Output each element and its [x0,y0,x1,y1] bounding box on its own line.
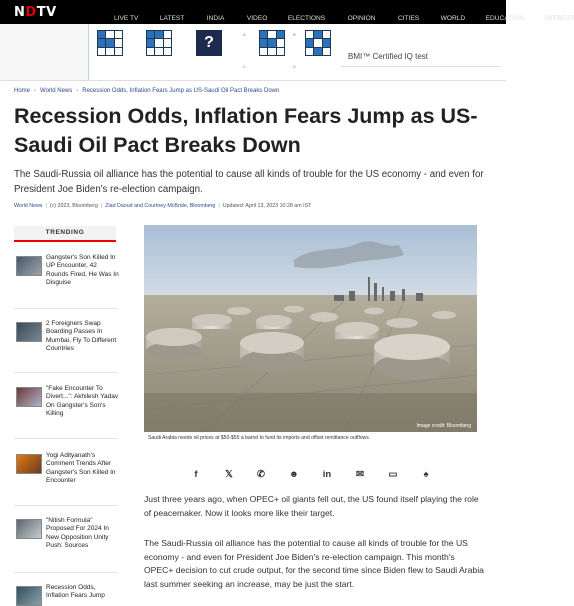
nav-latest[interactable]: LATEST [159,15,185,22]
trending-item-title[interactable]: 2 Foreigners Swap Boarding Passes In Mumbai, Fly To Different Countries [46,320,117,352]
question-mark-icon: ? [196,30,222,56]
ad-puzzle-tile [305,30,331,56]
article-hero-image [144,225,477,432]
nav-offbeat[interactable]: OFFBEAT [544,15,574,22]
breadcrumb-section[interactable]: World News [40,88,73,94]
trending-heading: TRENDING [14,226,116,242]
facebook-icon[interactable]: f [194,469,198,480]
nav-india[interactable]: INDIA [206,15,225,22]
divider [14,438,118,439]
whatsapp-icon[interactable]: ✆ [257,469,265,480]
nav-education[interactable]: EDUCATION [485,15,524,22]
trending-item-title[interactable]: "Nitish Formula" Proposed For 2024 In New Opposition Unity Push: Sources [46,517,109,549]
article-paragraph: The Saudi-Russia oil alliance has the potential to cause all kinds of trouble for the US economy - and even for President Joe Biden's re-election campaign. This month's OPEC+ decision to cut crude output, for the second time since Biden flew to Saudi Arabia last summer seeking an increase, may be just the start. [144,538,484,589]
ad-puzzle-tile [97,30,123,56]
breadcrumb-current[interactable]: Recession Odds, Inflation Fears Jump as US-Saudi Oil Pact Breaks Down [82,88,280,94]
ad-divider [341,66,501,67]
reddit-icon[interactable]: ☻ [289,469,299,480]
trending-item-title[interactable]: Gangster's Son Killed In UP Encounter, 42 Rounds Fired, He Was In Disguise [46,254,119,286]
trending-thumbnail[interactable] [16,256,42,276]
nav-video[interactable]: VIDEO [246,15,268,22]
nav-cities[interactable]: CITIES [397,15,420,22]
linkedin-icon[interactable]: in [322,469,332,480]
ad-text[interactable]: BMI™ Certified IQ test [348,52,429,61]
ad-tile-letter: A [243,32,246,37]
oil-storage-tanks-image [144,225,477,432]
ad-tile-letter: B [293,32,296,37]
ad-puzzle-tile [259,30,285,56]
article-lede: The Saudi-Russia oil alliance has the potential to cause all kinds of trouble for the US economy - and even for President Joe Biden's re-election campaign. [14,169,484,195]
divider [14,308,118,309]
divider [14,505,118,506]
ad-banner[interactable] [0,24,506,81]
meta-authors-link[interactable]: Ziad Daoud and Courtney McBride, Bloomberg [105,203,216,209]
trending-thumbnail[interactable] [16,322,42,342]
divider [14,372,118,373]
image-caption: Saudi Arabia needs oil prices at $50-$55 a barrel to fund its imports and offset remittance outflows. [148,435,371,441]
trending-thumbnail[interactable] [16,519,42,539]
divider [14,572,118,573]
trending-thumbnail[interactable] [16,387,42,407]
trending-item-title[interactable]: Yogi Adityanath's Comment Trends After Gangster's Son Killed In Encounter [46,452,116,484]
main-nav [114,7,574,25]
breadcrumb: Home › World News › Recession Odds, Inflation Fears Jump as US-Saudi Oil Pact Breaks Down [14,88,280,94]
nav-live-tv[interactable]: LIVE TV [114,15,139,22]
nav-elections[interactable]: ELECTIONS [287,15,326,22]
top-navbar [0,0,574,24]
koo-icon[interactable]: ♠ [423,469,429,480]
ad-question-tile [196,30,222,56]
email-icon[interactable]: ✉ [356,469,364,480]
ndtv-logo[interactable]: NDTV [14,5,57,20]
trending-thumbnail[interactable] [16,454,42,474]
ad-content[interactable] [88,24,507,80]
trending-item-title[interactable]: Recession Odds, Inflation Fears Jump [46,584,105,600]
ad-tile-letter: D [293,64,296,69]
ad-tile-letter: C [243,64,246,69]
meta-updated: Updated: April 13, 2023 10:28 am IST [222,203,312,209]
breadcrumb-home[interactable]: Home [14,88,31,94]
meta-copyright: (c) 2023, Bloomberg [49,203,98,209]
trending-thumbnail[interactable] [16,586,42,606]
ad-puzzle-tile [146,30,172,56]
nav-world[interactable]: WORLD [440,15,466,22]
article-meta: World News | (c) 2023, Bloomberg | Ziad Daoud and Courtney McBride, Bloomberg | Updated: April 13, 2023 10:28 am IST [14,203,312,209]
meta-section-link[interactable]: World News [14,203,43,209]
comment-icon[interactable]: ▭ [388,469,398,480]
trending-item-title[interactable]: "Fake Encounter To Divert...": Akhilesh Yadav On Gangster's Son's Killing [46,385,119,417]
twitter-icon[interactable]: 𝕏 [225,469,233,480]
article-paragraph: Just three years ago, when OPEC+ oil giants fell out, the US found itself playing the role of peacemaker. Now it looks more like their target. [144,494,479,518]
image-credit: Image credit: Bloomberg [416,423,471,429]
nav-opinion[interactable]: OPINION [347,15,376,22]
article-title: Recession Odds, Inflation Fears Jump as US-Saudi Oil Pact Breaks Down [14,104,478,157]
